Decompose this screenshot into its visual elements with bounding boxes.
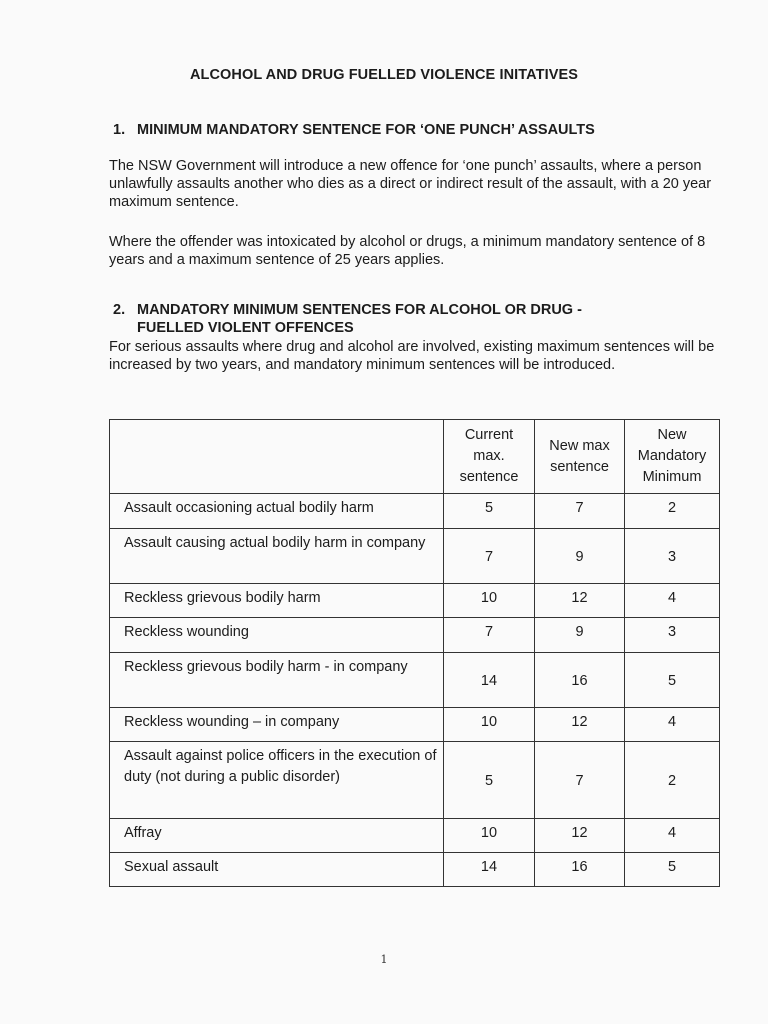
- new-min-cell: 4: [625, 708, 720, 742]
- offence-cell: Reckless grievous bodily harm: [110, 584, 444, 618]
- table-row: [110, 742, 720, 819]
- current-max-cell: 10: [444, 584, 535, 618]
- new-min-cell: 3: [625, 618, 720, 653]
- current-max-cell: 5: [444, 742, 535, 819]
- section-2-heading-line-1: MANDATORY MINIMUM SENTENCES FOR ALCOHOL OR DRUG -: [137, 302, 582, 318]
- section-1-paragraph-2: Where the offender was intoxicated by alcohol or drugs, a minimum mandatory sentence of 8 years and a maximum sentence of 25 years applies.: [109, 234, 706, 268]
- section-2-number: 2.: [113, 302, 126, 318]
- table-row: [110, 494, 720, 529]
- new-max-cell: 12: [535, 819, 625, 853]
- new-max-cell: 9: [535, 618, 625, 653]
- offence-cell: Affray: [110, 819, 444, 853]
- section-1-heading: [113, 121, 595, 139]
- current-max-cell: 10: [444, 819, 535, 853]
- section-2-heading-line-2: FUELLED VIOLENT OFFENCES: [137, 320, 354, 336]
- table-header-row: [110, 420, 720, 494]
- new-min-cell: 5: [625, 853, 720, 887]
- offence-cell: Reckless wounding – in company: [110, 708, 444, 742]
- new-max-cell: 12: [535, 584, 625, 618]
- table-row: [110, 529, 720, 584]
- section-1-paragraph-1: The NSW Government will introduce a new offence for ‘one punch’ assaults, where a person unlawfully assaults another who dies as a direct or indirect result of the assault, with a 20 year maximum sentence.: [109, 158, 712, 210]
- current-max-cell: 5: [444, 494, 535, 529]
- table-row: [110, 819, 720, 853]
- current-max-cell: 14: [444, 653, 535, 708]
- table-row: [110, 618, 720, 653]
- offence-cell: Assault occasioning actual bodily harm: [110, 494, 444, 529]
- offence-cell: Assault causing actual bodily harm in company: [110, 529, 444, 584]
- page-number: 1: [380, 953, 388, 966]
- table-row: [110, 708, 720, 742]
- current-max-cell: 7: [444, 618, 535, 653]
- new-min-cell: 4: [625, 584, 720, 618]
- table-row: [110, 853, 720, 887]
- document-title: ALCOHOL AND DRUG FUELLED VIOLENCE INITATIVES: [189, 67, 579, 83]
- offence-cell: Reckless wounding: [110, 618, 444, 653]
- new-max-cell: 7: [535, 742, 625, 819]
- current-max-cell: 10: [444, 708, 535, 742]
- offence-cell: Reckless grievous bodily harm - in company: [110, 653, 444, 708]
- new-max-cell: 16: [535, 653, 625, 708]
- table-row: [110, 653, 720, 708]
- offence-cell: Assault against police officers in the execution of duty (not during a public disorder): [110, 742, 444, 819]
- current-max-cell: 7: [444, 529, 535, 584]
- new-min-cell: 3: [625, 529, 720, 584]
- header-offence: [110, 420, 444, 494]
- header-new-min: New Mandatory Minimum: [625, 420, 720, 494]
- new-min-cell: 5: [625, 653, 720, 708]
- header-current-max: Current max. sentence: [444, 420, 535, 494]
- current-max-cell: 14: [444, 853, 535, 887]
- new-min-cell: 2: [625, 742, 720, 819]
- section-2-paragraph: For serious assaults where drug and alcohol are involved, existing maximum sentences will be increased by two years, and mandatory minimum sentences will be introduced.: [109, 339, 715, 373]
- section-1-number: 1.: [113, 122, 126, 138]
- new-min-cell: 2: [625, 494, 720, 529]
- offence-cell: Sexual assault: [110, 853, 444, 887]
- sentence-table: [109, 419, 720, 887]
- section-1-heading-text: MINIMUM MANDATORY SENTENCE FOR ‘ONE PUNCH’ ASSAULTS: [137, 122, 595, 138]
- table-row: [110, 584, 720, 618]
- new-max-cell: 12: [535, 708, 625, 742]
- new-max-cell: 7: [535, 494, 625, 529]
- new-min-cell: 4: [625, 819, 720, 853]
- section-2-heading: [113, 301, 582, 337]
- new-max-cell: 16: [535, 853, 625, 887]
- header-new-max: New max sentence: [535, 420, 625, 494]
- new-max-cell: 9: [535, 529, 625, 584]
